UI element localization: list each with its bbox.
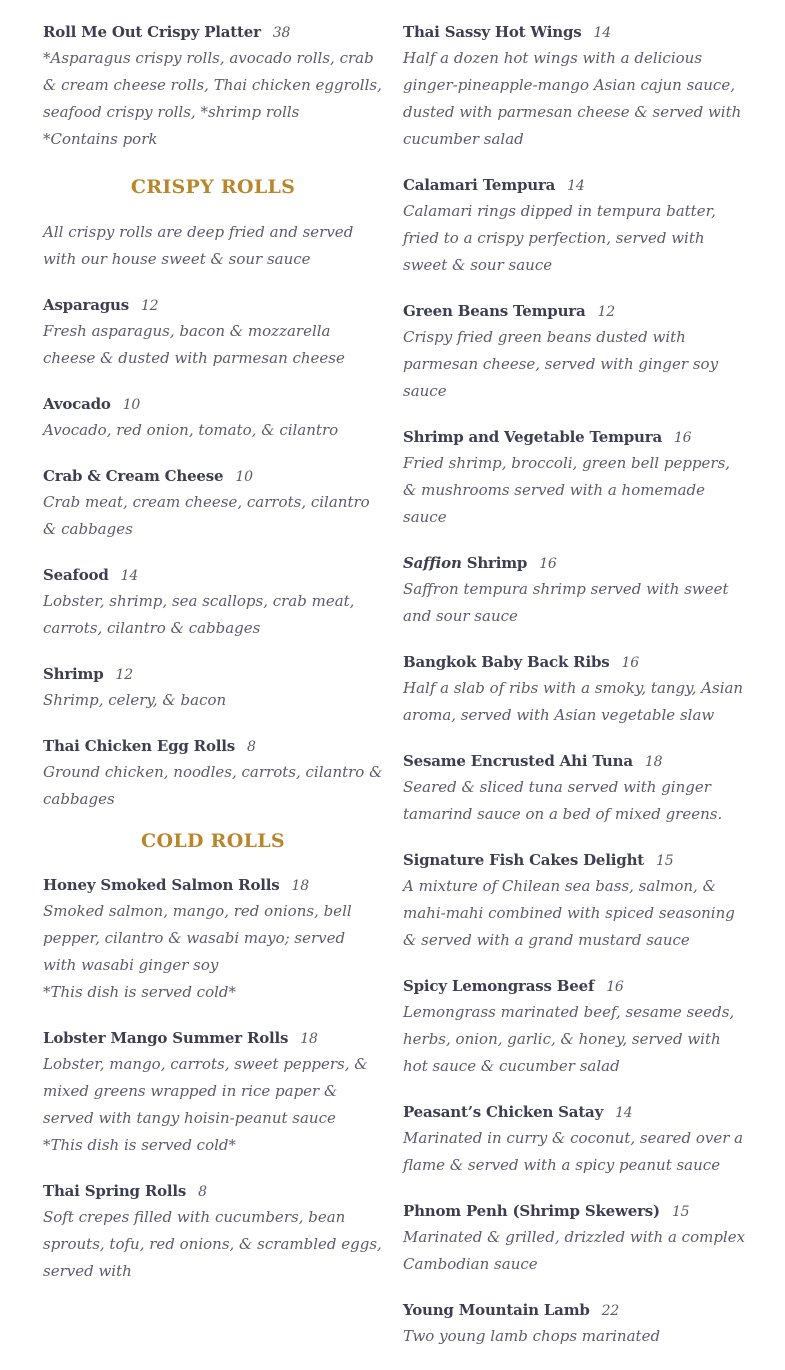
menu-item-roll-me-out-platter [43,20,383,153]
menu-item [43,1026,383,1159]
item-price: 14 [615,1105,633,1121]
item-name-line [403,749,748,774]
item-name: Avocado [43,395,111,413]
right-column [403,20,748,1370]
item-description: Two young lamb chops marinated [403,1327,661,1345]
item-name: Peasant’s Chicken Satay [403,1103,604,1121]
item-name-line [43,662,383,687]
item-description: Fresh asparagus, bacon & mozzarella cheese & dusted with parmesan cheese [43,322,345,367]
menu-item [403,551,748,630]
item-description: Crab meat, cream cheese, carrots, cilantro & cabbages [43,493,370,538]
item-name: Seafood [43,566,109,584]
menu-item [43,662,383,714]
menu-item [403,173,748,279]
item-name-line [43,392,383,417]
menu-item [403,749,748,828]
item-name-line [403,1199,748,1224]
item-note: *This dish is served cold* [43,983,237,1001]
item-price: 22 [601,1303,620,1319]
item-description: Marinated in curry & coconut, seared over a flame & served with a spicy peanut sauce [403,1129,744,1174]
menu-item [43,293,383,372]
item-description: Fried shrimp, broccoli, green bell peppers, & mushrooms served with a homemade sauce [403,454,731,526]
item-price: 18 [291,878,309,894]
item-name: Honey Smoked Salmon Rolls [43,876,280,894]
menu-item [403,425,748,531]
item-name-line [43,734,383,759]
menu-item [403,1199,748,1278]
item-description: Soft crepes filled with cucumbers, bean sprouts, tofu, red onions, & scrambled eggs, served with [43,1208,382,1280]
item-description: A mixture of Chilean sea bass, salmon, & mahi-mahi combined with spiced seasoning & served with a grand mustard sauce [403,877,735,949]
item-price: 8 [198,1184,207,1200]
item-description: Marinated & grilled, drizzled with a complex Cambodian sauce [403,1228,746,1273]
item-price: 16 [673,430,692,446]
item-description: Crispy fried green beans dusted with parmesan cheese, served with ginger soy sauce [403,328,719,400]
item-description: Avocado, red onion, tomato, & cilantro [43,421,339,439]
item-name-line [43,20,383,45]
item-name: Shrimp [461,554,528,572]
item-name: Phnom Penh (Shrimp Skewers) [403,1202,660,1220]
item-name: Signature Fish Cakes Delight [403,851,644,869]
item-description: Smoked salmon, mango, red onions, bell pepper, cilantro & wasabi mayo; served with wasabi ginger soy [43,902,352,974]
item-name: Thai Sassy Hot Wings [403,23,582,41]
item-name-italic: Saffion [403,554,462,572]
item-name: Sesame Encrusted Ahi Tuna [403,752,633,770]
item-name-line [43,1026,383,1051]
item-note: *Contains pork [43,130,158,148]
item-price: 16 [539,556,557,572]
item-description: Seared & sliced tuna served with ginger tamarind sauce on a bed of mixed greens. [403,778,723,823]
item-name: Asparagus [43,296,129,314]
item-price: 10 [122,397,141,413]
section-title-crispy-rolls: CRISPY ROLLS [130,176,296,198]
item-price: 38 [272,25,291,41]
item-price: 14 [593,25,611,41]
left-column [43,20,383,1305]
item-name-line [403,299,748,324]
menu-item [403,299,748,405]
item-description: Lobster, mango, carrots, sweet peppers, & mixed greens wrapped in rice paper & served with tangy hoisin-peanut sauce [43,1055,368,1127]
item-name-line [403,974,748,999]
item-name: Thai Spring Rolls [43,1182,187,1200]
item-name: Lobster Mango Summer Rolls [43,1029,289,1047]
item-name: Bangkok Baby Back Ribs [403,653,610,671]
item-price: 12 [597,304,615,320]
menu-item [403,650,748,729]
menu-item [43,464,383,543]
item-price: 16 [606,979,624,995]
menu-item [403,20,748,153]
item-name: Green Beans Tempura [403,302,586,320]
item-name-line [403,848,748,873]
menu-item [43,734,383,813]
item-name-line [43,563,383,588]
section-intro: All crispy rolls are deep fried and served with our house sweet & sour sauce [43,223,354,268]
item-price: 18 [644,754,663,770]
item-description: *Asparagus crispy rolls, avocado rolls, crab & cream cheese rolls, Thai chicken eggrolls, seafood crispy rolls, *shrimp rolls [43,49,382,121]
item-name-line [403,1100,748,1125]
item-price: 8 [247,739,256,755]
menu-item [43,563,383,642]
section-title-cold-rolls: COLD ROLLS [141,830,285,852]
item-name-line [403,173,748,198]
item-name-line [403,650,748,675]
item-name-line [403,1298,748,1323]
item-price: 14 [567,178,585,194]
item-name-line [43,1179,383,1204]
item-name: Thai Chicken Egg Rolls [43,737,235,755]
menu-item [403,974,748,1080]
item-price: 15 [656,853,674,869]
item-price: 15 [671,1204,690,1220]
menu-item [43,873,383,1006]
item-name-line [43,873,383,898]
item-name: Roll Me Out Crispy Platter [43,23,261,41]
item-name-line [403,20,748,45]
item-price: 12 [115,667,133,683]
item-description: Calamari rings dipped in tempura batter, fried to a crispy perfection, served with sweet & sour sauce [403,202,716,274]
item-description: Ground chicken, noodles, carrots, cilantro & cabbages [43,763,383,808]
menu-item [403,848,748,954]
item-description: Half a dozen hot wings with a delicious ginger-pineapple-mango Asian cajun sauce, dusted with parmesan cheese & served with cucumber salad [403,49,742,148]
item-price: 10 [235,469,253,485]
item-name: Shrimp and Vegetable Tempura [403,428,662,446]
item-note: *This dish is served cold* [43,1136,237,1154]
item-name: Calamari Tempura [403,176,556,194]
item-name-line [403,425,748,450]
menu-item [403,1100,748,1179]
item-name-line [43,293,383,318]
item-name: Shrimp [43,665,104,683]
item-name: Crab & Cream Cheese [43,467,224,485]
item-name: Young Mountain Lamb [403,1301,590,1319]
item-description: Shrimp, celery, & bacon [43,691,227,709]
item-name-line [43,464,383,489]
item-price: 18 [300,1031,318,1047]
menu-item [403,1298,748,1350]
item-name-line [403,551,748,576]
item-price: 14 [120,568,139,584]
item-name: Spicy Lemongrass Beef [403,977,595,995]
item-description: Lobster, shrimp, sea scallops, crab meat, carrots, cilantro & cabbages [43,592,355,637]
item-price: 16 [621,655,639,671]
item-description: Saffron tempura shrimp served with sweet and sour sauce [403,580,729,625]
item-description: Lemongrass marinated beef, sesame seeds, herbs, onion, garlic, & honey, served with hot sauce & cucumber salad [403,1003,735,1075]
item-price: 12 [140,298,159,314]
menu-item [43,392,383,444]
menu-item [43,1179,383,1285]
item-description: Half a slab of ribs with a smoky, tangy, Asian aroma, served with Asian vegetable slaw [403,679,744,724]
